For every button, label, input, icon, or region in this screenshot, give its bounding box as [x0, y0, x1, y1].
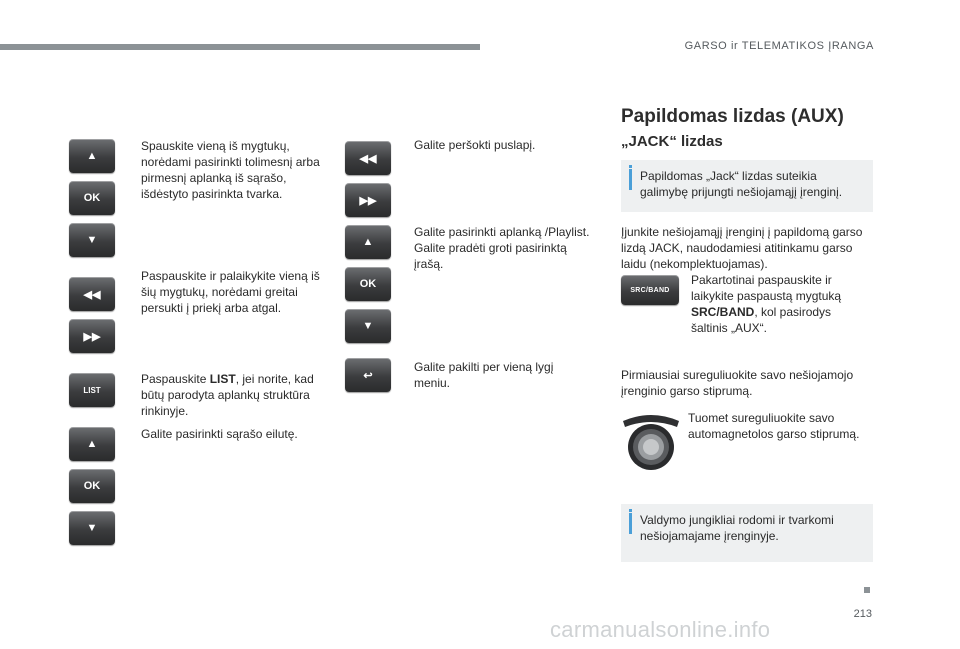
end-marker [864, 587, 870, 593]
watermark: carmanualsonline.info [550, 617, 771, 642]
text-car-volume: Tuomet sureguliuokite savo automagnetolos garso stiprumą. [688, 411, 860, 441]
section-subtitle: „JACK“ lizdas [621, 133, 723, 150]
rewind-icon: ◀◀ [83, 288, 101, 301]
up-button-3[interactable] [345, 225, 391, 259]
forward-icon: ▶▶ [359, 194, 377, 207]
info-box-2 [621, 504, 873, 562]
text-connect: Įjunkite nešiojamąjį įrenginį į papildomą garso lizdą JACK, naudodamiesi atitinkamu garso laidu (nekomplektuojamas). [621, 225, 863, 271]
info-text-2: Valdymo jungikliai rodomi ir tvarkomi nešiojamajame įrenginyje. [640, 513, 834, 543]
up-arrow-icon: ▲ [86, 150, 98, 162]
srcband-label: SRC/BAND [630, 286, 670, 294]
list-button[interactable] [69, 373, 115, 407]
ok-label: OK [359, 278, 377, 290]
info-text-1: Papildomas „Jack“ lizdas suteikia galimybę prijungti nešiojamąjį įrenginį. [640, 169, 843, 199]
up-arrow-icon: ▲ [362, 236, 374, 248]
volume-knob-icon[interactable] [621, 411, 681, 471]
header-bar [0, 44, 480, 50]
info-icon-bar [629, 513, 632, 534]
text-folder-select: Spauskite vieną iš mygtukų, norėdami pasirinkti tolimesnį arba pirmesnį aplanką iš sąrašo, išdėstyto pasirinkta tvarka. [141, 139, 320, 201]
info-icon-bar [629, 169, 632, 190]
section-title: Papildomas lizdas (AUX) [621, 106, 844, 127]
down-button-3[interactable] [345, 309, 391, 343]
up-button-2[interactable] [69, 427, 115, 461]
text-level-up: Galite pakilti per vieną lygį meniu. [414, 360, 554, 390]
text-srcband: Pakartotinai paspauskite ir laikykite paspaustą mygtuką SRC/BAND, kol pasirodys šaltinis „AUX“. [691, 273, 842, 335]
text-list: Paspauskite LIST, jei norite, kad būtų parodyta aplankų struktūra rinkinyje. [141, 372, 314, 418]
back-button[interactable] [345, 358, 391, 392]
down-button[interactable] [69, 223, 115, 257]
text-select-line: Galite pasirinkti sąrašo eilutę. [141, 427, 298, 441]
ok-button[interactable] [69, 181, 115, 215]
back-icon: ↩ [363, 369, 373, 382]
ok-label: OK [83, 192, 101, 204]
rewind-icon: ◀◀ [359, 152, 377, 165]
up-button[interactable] [69, 139, 115, 173]
down-arrow-icon: ▼ [86, 234, 98, 246]
text-page-skip: Galite peršokti puslapį. [414, 138, 536, 152]
page-number: 213 [853, 608, 872, 620]
page-rewind-button[interactable] [345, 141, 391, 175]
info-box-1 [621, 160, 873, 212]
down-arrow-icon: ▼ [362, 320, 374, 332]
ok-label: OK [83, 480, 101, 492]
srcband-button[interactable] [621, 275, 679, 305]
page-forward-button[interactable] [345, 183, 391, 217]
info-icon [629, 165, 632, 168]
list-label: LIST [83, 385, 101, 395]
text-fast-wind: Paspauskite ir palaikykite vieną iš šių mygtukų, norėdami greitai persukti į priekį arba atgal. [141, 269, 320, 315]
down-button-2[interactable] [69, 511, 115, 545]
ok-button-2[interactable] [69, 469, 115, 503]
info-icon [629, 509, 632, 512]
ok-button-3[interactable] [345, 267, 391, 301]
up-arrow-icon: ▲ [86, 438, 98, 450]
text-playlist: Galite pasirinkti aplanką /Playlist. Galite pradėti groti pasirinktą įrašą. [414, 225, 590, 271]
forward-button[interactable] [69, 319, 115, 353]
forward-icon: ▶▶ [83, 330, 101, 343]
text-device-volume: Pirmiausiai sureguliuokite savo nešiojamojo įrenginio garso stiprumą. [621, 368, 854, 398]
down-arrow-icon: ▼ [86, 522, 98, 534]
rewind-button[interactable] [69, 277, 115, 311]
section-header: GARSO ir TELEMATIKOS ĮRANGA [684, 40, 874, 52]
